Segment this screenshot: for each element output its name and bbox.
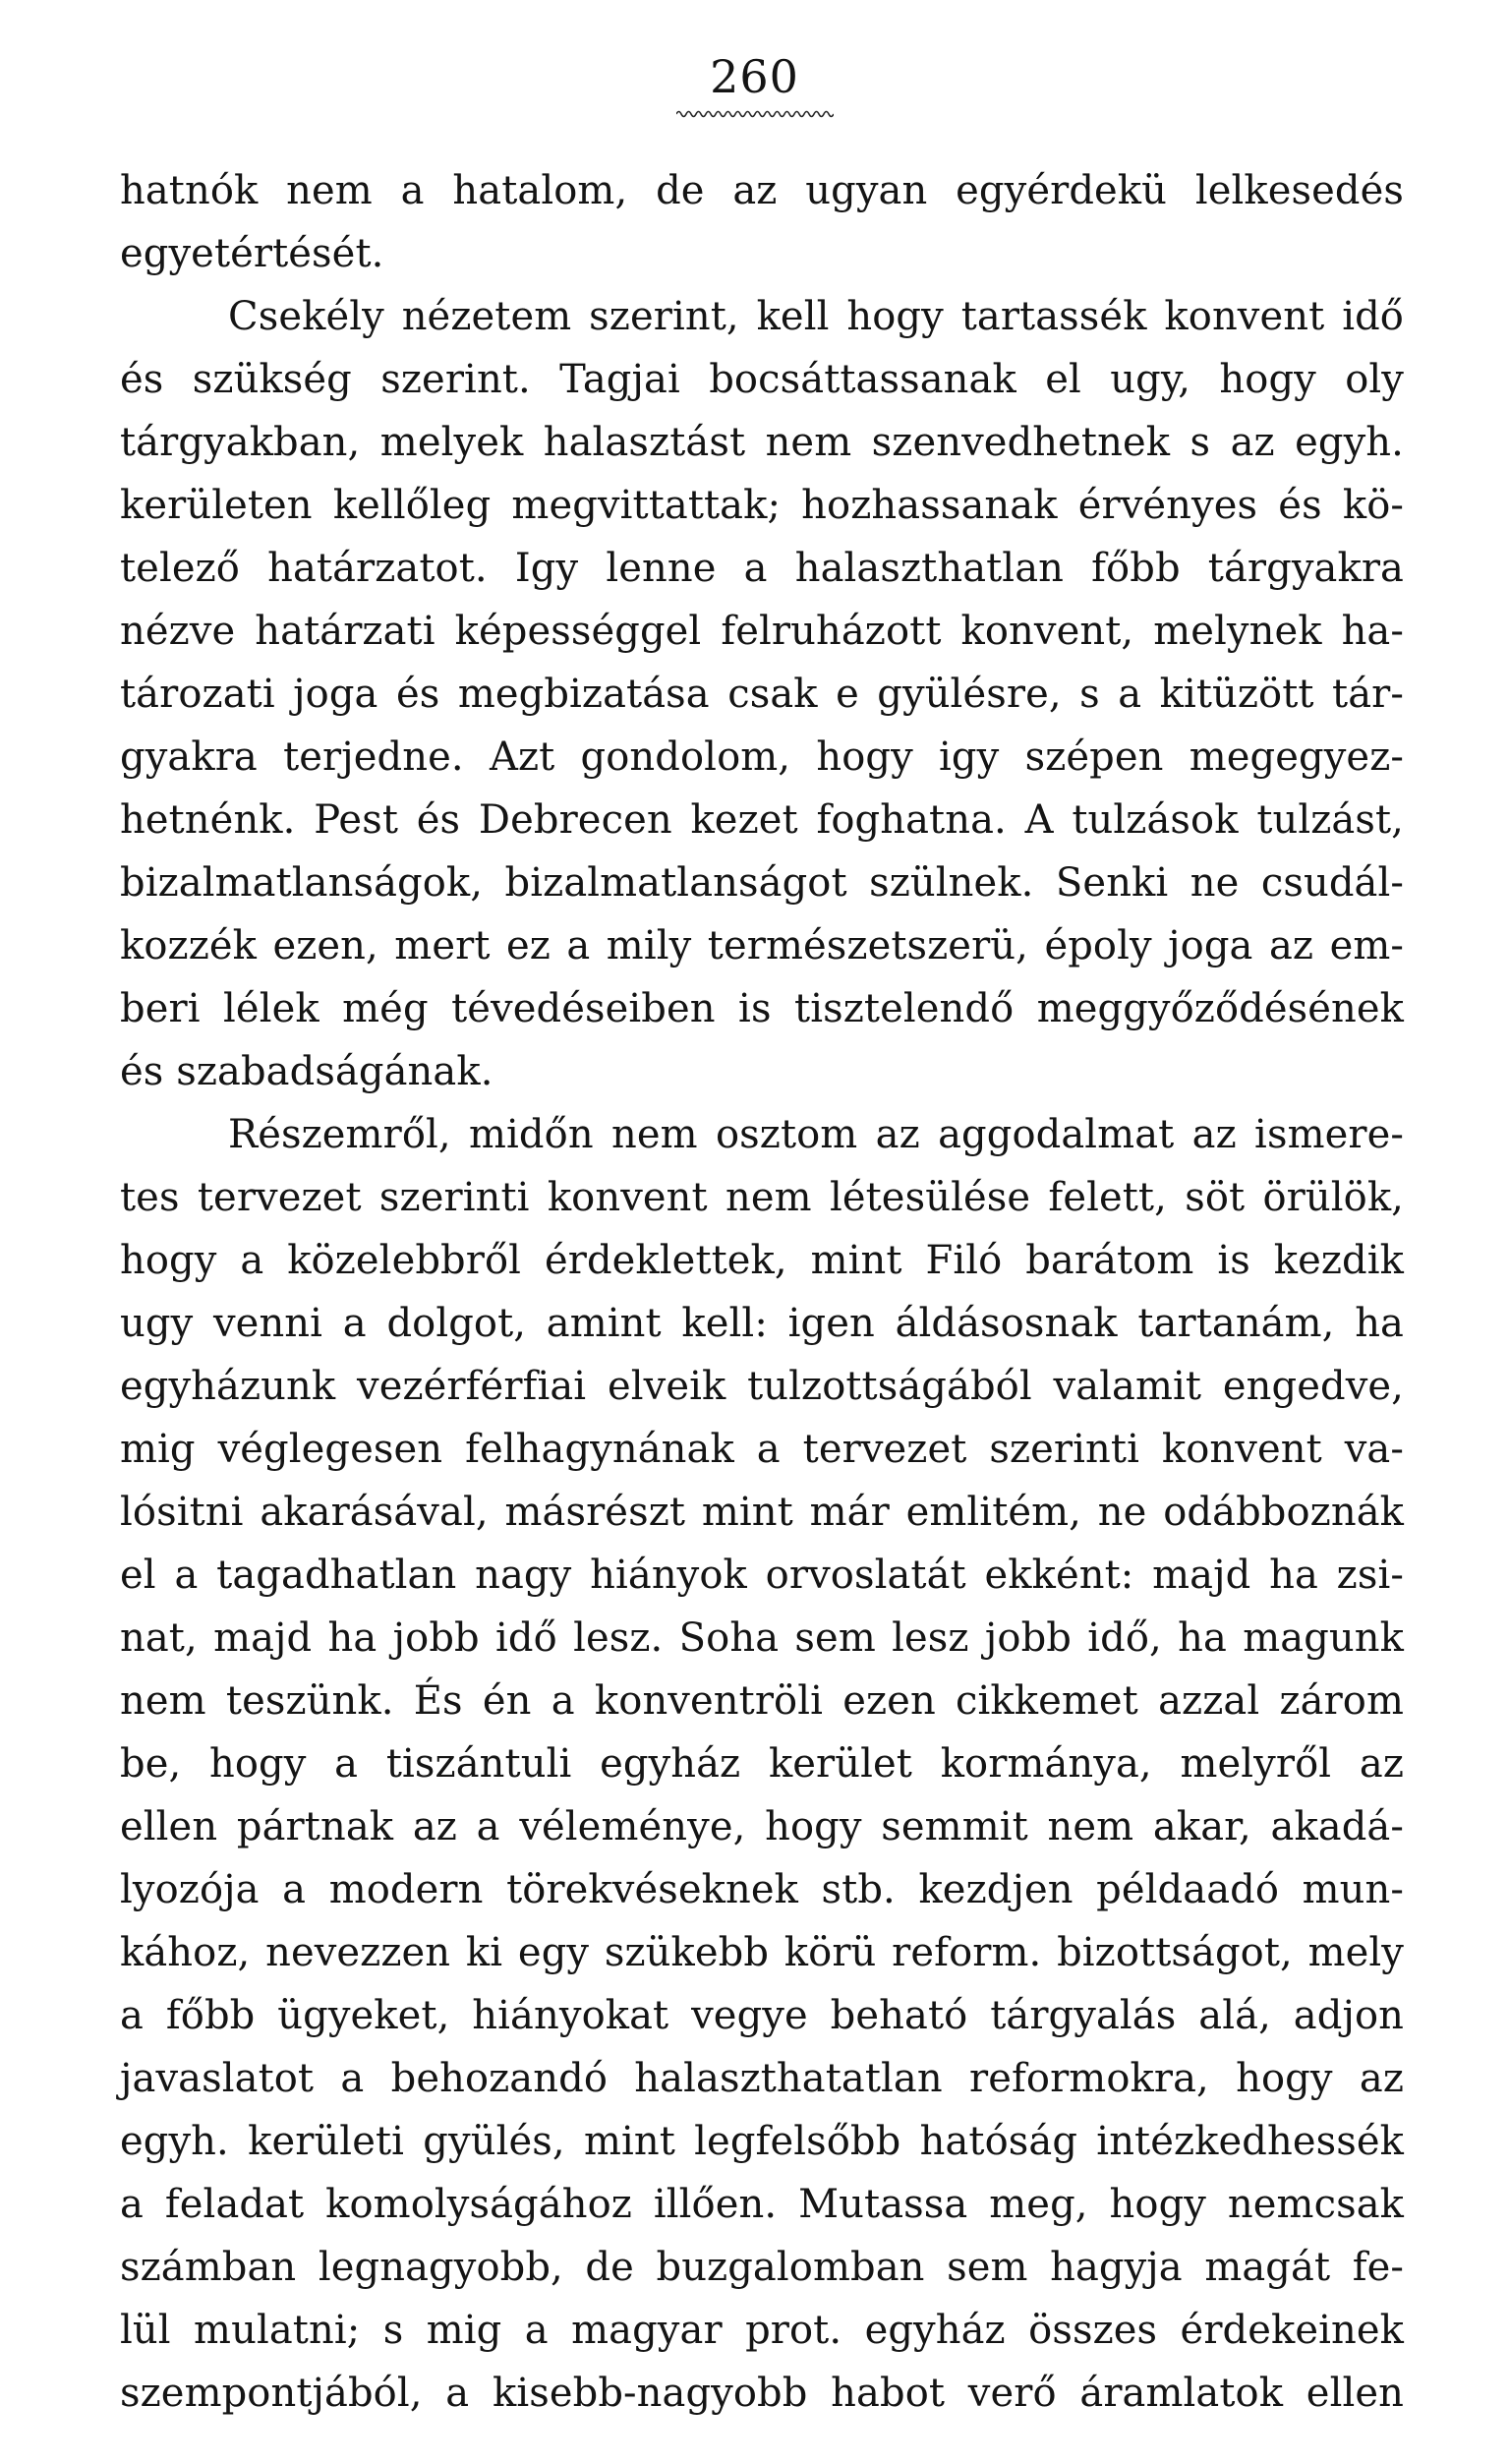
text-line: nat, majd ha jobb idő lesz. Soha sem lesz jobb idő, ha magunk bbox=[120, 1615, 1404, 1661]
text-line: beri lélek még tévedéseiben is tisztelendő meggyőződésének bbox=[120, 986, 1404, 1031]
text-line: és szükség szerint. Tagjai bocsáttassanak el ugy, hogy oly bbox=[120, 357, 1404, 402]
page-number: 260 bbox=[710, 50, 799, 103]
text-line: ugy venni a dolgot, amint kell: igen áldásosnak tartanám, ha bbox=[120, 1301, 1404, 1346]
text-line: egyházunk vezérférfiai elveik tulzottságából valamit engedve, bbox=[120, 1364, 1404, 1409]
text-line: lósitni akarásával, másrészt mint már emlitém, ne odábboznák bbox=[120, 1490, 1404, 1535]
text-line: és szabadságának. bbox=[120, 1049, 493, 1094]
text-line: egyh. kerületi gyülés, mint legfelsőbb hatóság intézkedhessék bbox=[120, 2119, 1404, 2164]
text-line: kához, nevezzen ki egy szükebb körü reform. bizottságot, mely bbox=[120, 1930, 1404, 1975]
text-line: tározati joga és megbizatása csak e gyülésre, s a kitüzött tár- bbox=[120, 672, 1404, 717]
text-line: lül mulatni; s mig a magyar prot. egyház összes érdekeinek bbox=[120, 2308, 1404, 2353]
text-line: szempontjából, a kisebb-nagyobb habot verő áramlatok ellen bbox=[120, 2371, 1404, 2416]
text-line: tes tervezet szerinti konvent nem létesülése felett, söt örülök, bbox=[120, 1175, 1404, 1220]
text-line: tárgyakban, melyek halasztást nem szenvedhetnek s az egyh. bbox=[120, 420, 1404, 465]
text-line: gyakra terjedne. Azt gondolom, hogy igy szépen megegyez- bbox=[120, 734, 1404, 780]
text-line: ellen pártnak az a véleménye, hogy semmit nem akar, akadá- bbox=[120, 1804, 1404, 1849]
text-line: bizalmatlanságok, bizalmatlanságot szülnek. Senki ne csudál- bbox=[120, 860, 1404, 906]
text-line: kozzék ezen, mert ez a mily természetszerü, époly joga az em- bbox=[120, 923, 1404, 968]
text-line: hatnók nem a hatalom, de az ugyan egyérdekü lelkesedés bbox=[120, 168, 1404, 213]
text-line: számban legnagyobb, de buzgalomban sem hagyja magát fe- bbox=[120, 2245, 1404, 2290]
text-line: hogy a közelebbről érdeklettek, mint Filó barátom is kezdik bbox=[120, 1238, 1404, 1283]
text-line: hetnénk. Pest és Debrecen kezet foghatna. A tulzások tulzást, bbox=[120, 797, 1404, 843]
text-line: nézve határzati képességgel felruházott konvent, melynek ha- bbox=[120, 609, 1404, 654]
text-line: Csekély nézetem szerint, kell hogy tartassék konvent idő bbox=[228, 294, 1404, 339]
text-line: mig véglegesen felhagynának a tervezet szerinti konvent va- bbox=[120, 1427, 1404, 1472]
text-line: Részemről, midőn nem osztom az aggodalmat az ismere- bbox=[228, 1112, 1404, 1157]
text-line: el a tagadhatlan nagy hiányok orvoslatát ekként: majd ha zsi- bbox=[120, 1553, 1404, 1598]
text-line: javaslatot a behozandó halaszthatatlan reformokra, hogy az bbox=[120, 2056, 1404, 2101]
text-line: nem teszünk. És én a konventröli ezen cikkemet azzal zárom bbox=[120, 1678, 1404, 1724]
text-line: be, hogy a tiszántuli egyház kerület kormánya, melyről az bbox=[120, 1741, 1404, 1787]
text-line: a főbb ügyeket, hiányokat vegye beható tárgyalás alá, adjon bbox=[120, 1993, 1404, 2038]
text-line: lyozója a modern törekvéseknek stb. kezdjen példaadó mun- bbox=[120, 1867, 1404, 1912]
text-line: kerületen kellőleg megvittattak; hozhassanak érvényes és kö- bbox=[120, 483, 1404, 528]
text-line: telező határzatot. Igy lenne a halaszthatlan főbb tárgyakra bbox=[120, 546, 1404, 591]
body-text bbox=[120, 159, 1404, 2425]
text-line: a feladat komolyságához illően. Mutassa meg, hogy nemcsak bbox=[120, 2182, 1404, 2227]
page-number-wavy-rule bbox=[676, 108, 834, 120]
text-line: egyetértését. bbox=[120, 231, 384, 276]
